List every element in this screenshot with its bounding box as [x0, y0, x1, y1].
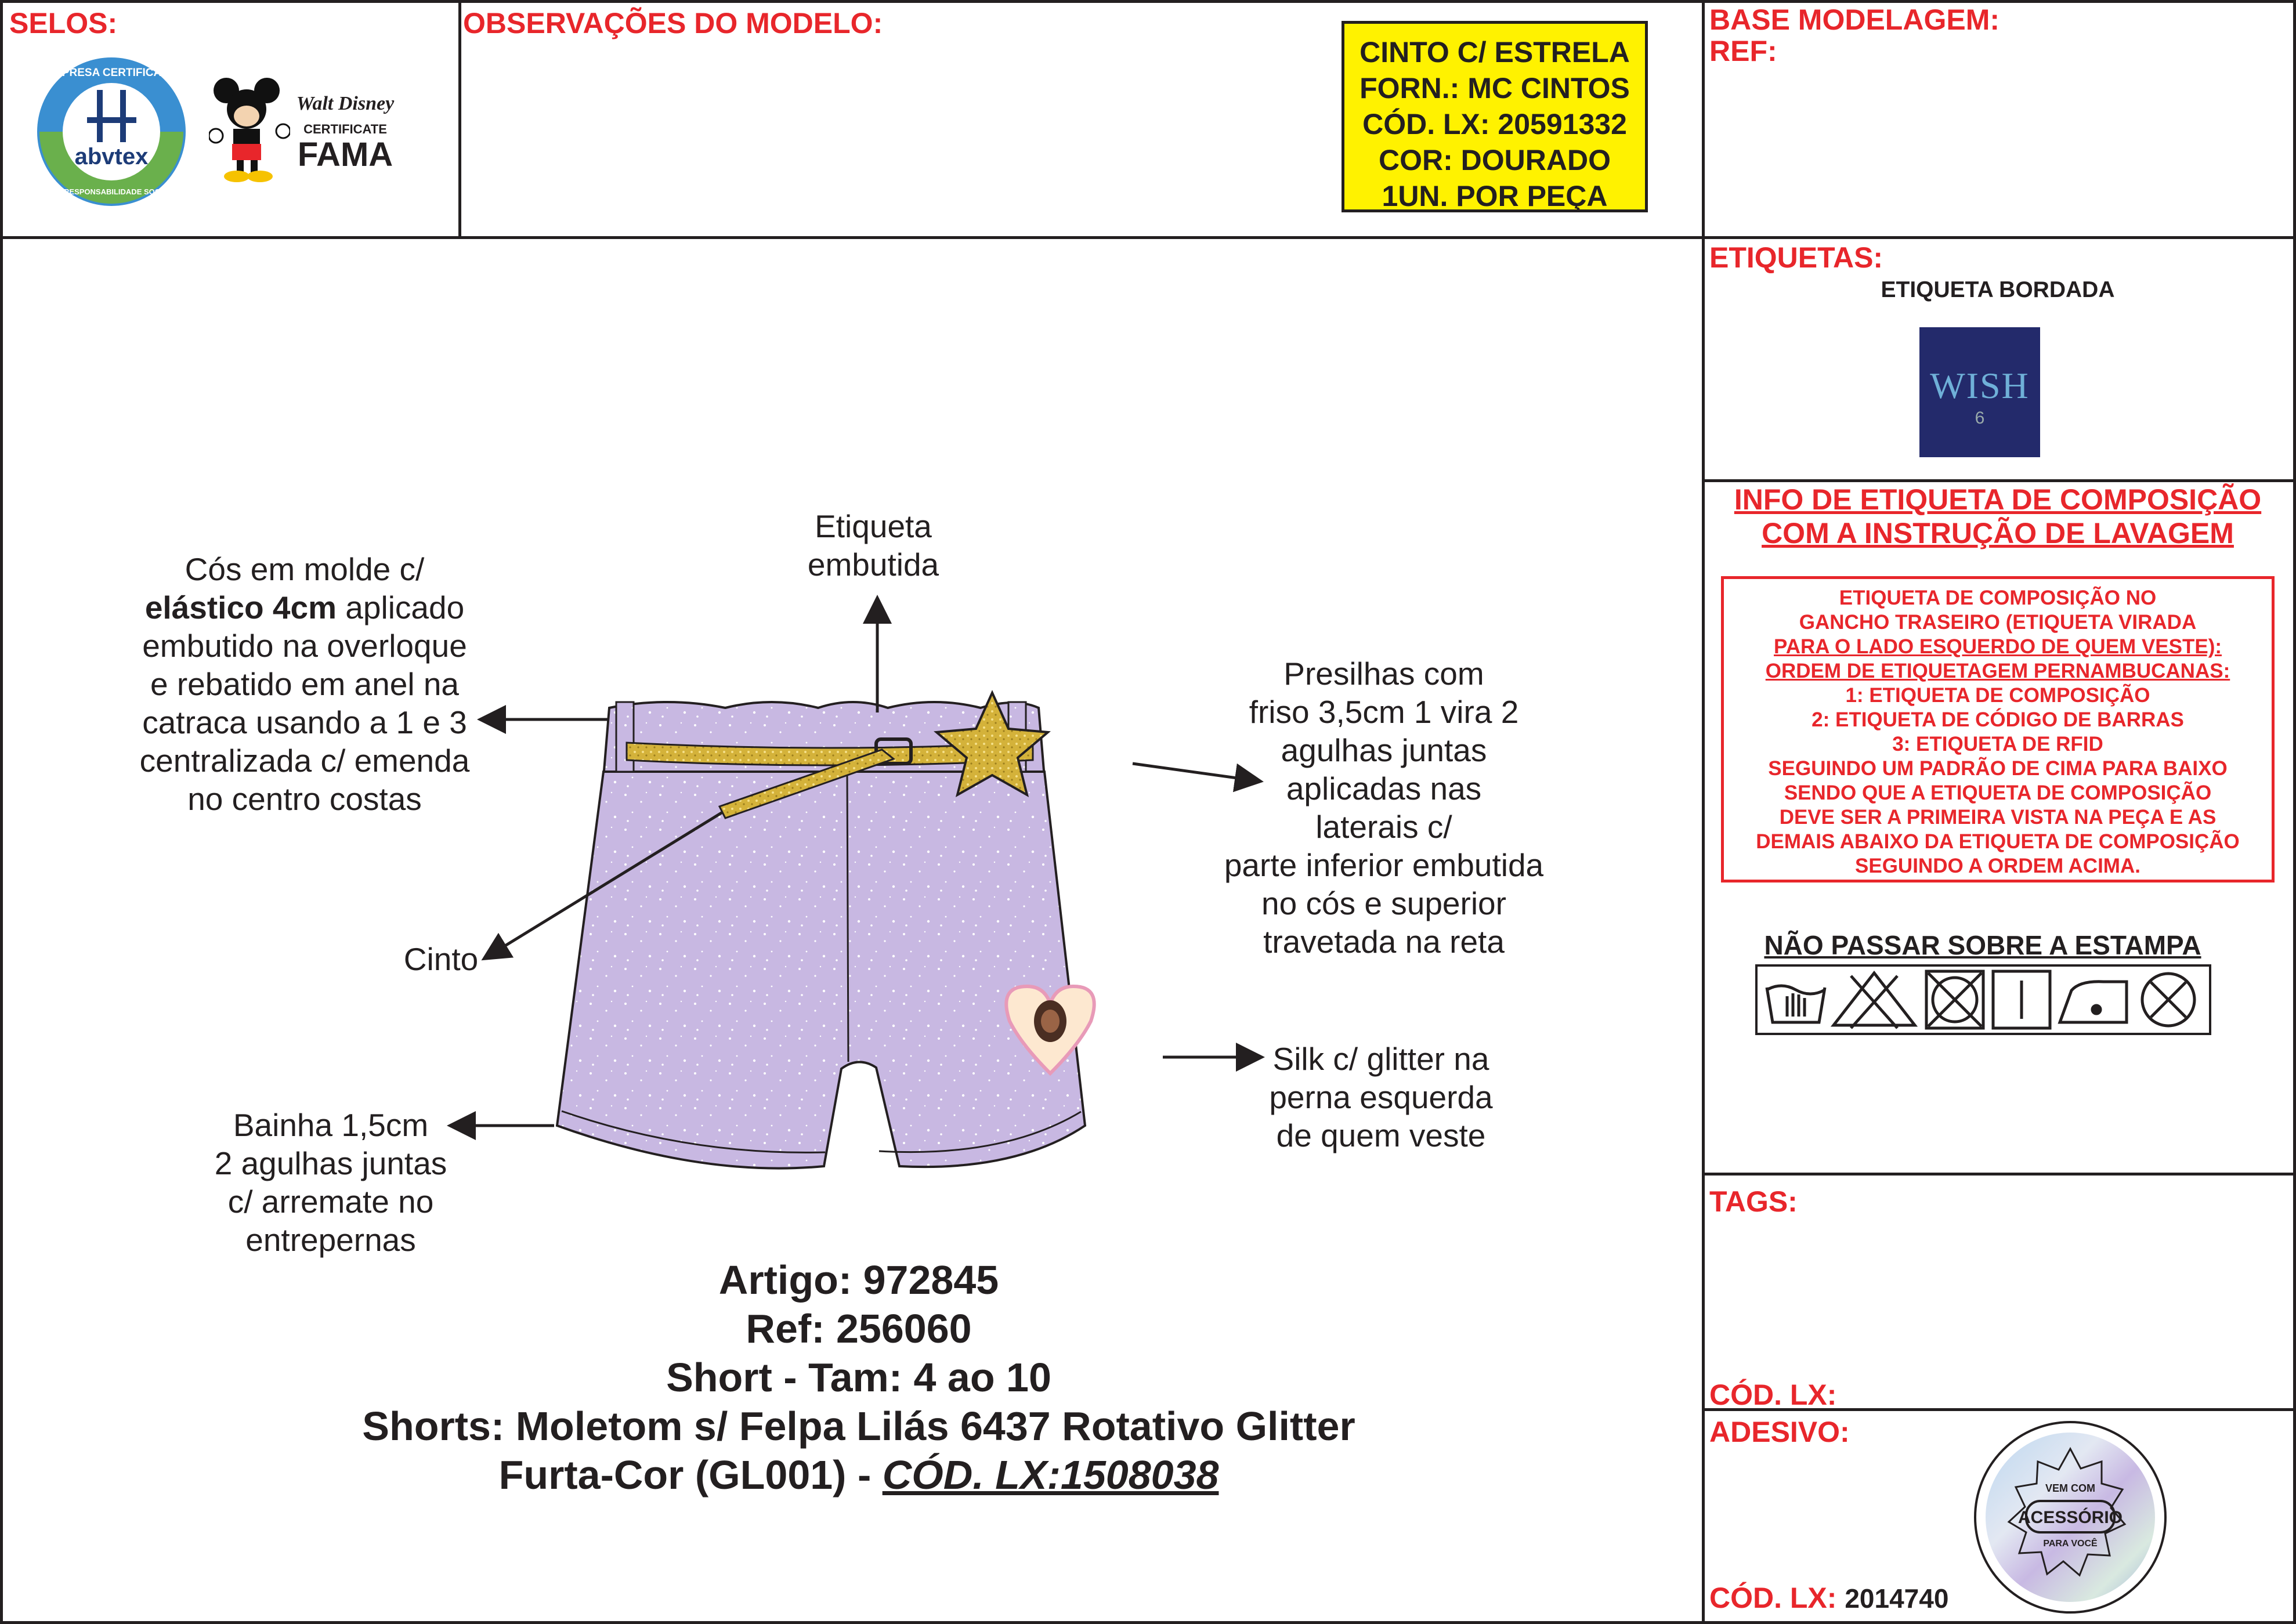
composition-box — [1721, 576, 2275, 882]
product-short: Short - Tam: 4 ao 10 — [666, 1355, 1051, 1400]
presilhas-line: aplicadas nas — [1286, 771, 1482, 806]
disney-brand: Walt Disney — [296, 93, 395, 114]
woven-label — [1919, 327, 2040, 457]
bainha-line: Bainha 1,5cm — [233, 1107, 429, 1143]
belt-line-5: 1UN. POR PEÇA — [1382, 180, 1608, 212]
comp-line: 2: ETIQUETA DE CÓDIGO DE BARRAS — [1812, 708, 2184, 731]
tags-header: TAGS: — [1709, 1185, 1798, 1218]
woven-label-size: 6 — [1975, 408, 1985, 428]
comp-line: 1: ETIQUETA DE COMPOSIÇÃO — [1845, 684, 2150, 707]
presilhas-line: friso 3,5cm 1 vira 2 — [1249, 694, 1519, 730]
product-fabric-2: Furta-Cor (GL001) - CÓD. LX:1508038 — [498, 1452, 1219, 1498]
disney-certificate: CERTIFICATE — [303, 122, 387, 136]
cos-line: e rebatido em anel na — [150, 666, 460, 702]
selos-header: SELOS: — [9, 7, 118, 39]
belt-line-2: FORN.: MC CINTOS — [1359, 72, 1630, 104]
annotation-bainha — [191, 1106, 470, 1259]
etiqueta-bordada-title: ETIQUETA BORDADA — [1881, 277, 2115, 302]
care-icons-strip — [1755, 964, 2211, 1035]
accessory-sticker — [1973, 1420, 2168, 1615]
silk-line: Silk c/ glitter na — [1272, 1041, 1489, 1077]
presilhas-line: parte inferior embutida — [1224, 847, 1544, 883]
cod-lx-adesivo: CÓD. LX: 2014740 — [1709, 1582, 1949, 1614]
sticker-bottom-text: PARA VOCÊ — [2043, 1539, 2098, 1549]
comp-line: PARA O LADO ESQUERDO DE QUEM VESTE): — [1774, 635, 2222, 658]
belt-line-3: CÓD. LX: 20591332 — [1362, 108, 1627, 140]
annotation-etiqueta — [754, 507, 992, 584]
presilhas-line: agulhas juntas — [1281, 732, 1487, 768]
composition-title — [1705, 483, 2291, 550]
comp-line: SEGUINDO UM PADRÃO DE CIMA PARA BAIXO — [1768, 757, 2228, 780]
annotation-cinto: Cinto — [403, 941, 479, 977]
cod-lx-tags: CÓD. LX: — [1709, 1379, 1837, 1411]
ref-header: REF: — [1709, 35, 1777, 67]
presilhas-line: laterais c/ — [1315, 809, 1452, 845]
observacoes-header: OBSERVAÇÕES DO MODELO: — [463, 7, 883, 39]
comp-line: SENDO QUE A ETIQUETA DE COMPOSIÇÃO — [1784, 782, 2212, 804]
sticker-top-text: VEM COM — [2045, 1482, 2096, 1494]
base-modelagem-header: BASE MODELAGEM: — [1709, 3, 1999, 36]
annotation-presilhas — [1195, 654, 1572, 961]
no-iron-on-print-warning: NÃO PASSAR SOBRE A ESTAMPA — [1764, 930, 2201, 960]
silk-line: perna esquerda — [1269, 1079, 1493, 1115]
comp-line: ETIQUETA DE COMPOSIÇÃO NO — [1839, 587, 2157, 609]
product-description — [290, 1256, 1427, 1499]
comp-line: SEGUINDO A ORDEM ACIMA. — [1855, 855, 2140, 877]
abvtex-name-text: abvtex — [74, 144, 149, 169]
comp-line: DEMAIS ABAIXO DA ETIQUETA DE COMPOSIÇÃO — [1756, 830, 2240, 853]
bainha-line: c/ arremate no — [227, 1184, 434, 1220]
etiqueta-line: Etiqueta — [815, 508, 932, 544]
cos-line: catraca usando a 1 e 3 — [142, 704, 467, 740]
belt-line-1: CINTO C/ ESTRELA — [1359, 36, 1630, 68]
presilhas-line: Presilhas com — [1283, 656, 1484, 692]
annotation-silk — [1242, 1040, 1520, 1155]
cos-line: Cós em molde c/ — [185, 551, 425, 587]
abvtex-bottom-text: EM RESPONSABILIDADE SOCIAL — [50, 187, 173, 196]
composition-title-line-1: INFO DE ETIQUETA DE COMPOSIÇÃO — [1734, 483, 2262, 516]
comp-line: DEVE SER A PRIMEIRA VISTA NA PEÇA E AS — [1779, 806, 2217, 829]
comp-line: GANCHO TRASEIRO (ETIQUETA VIRADA — [1799, 611, 2197, 634]
comp-line: 3: ETIQUETA DE RFID — [1892, 733, 2103, 755]
presilhas-line: no cós e superior — [1261, 885, 1506, 921]
cos-line: no centro costas — [187, 781, 422, 817]
disney-fama: FAMA — [297, 136, 393, 173]
annotation-cos — [116, 550, 493, 818]
adesivo-header: ADESIVO: — [1709, 1416, 1850, 1448]
abvtex-top-text: EMPRESA CERTIFICADA — [45, 67, 178, 79]
product-fabric: Shorts: Moletom s/ Felpa Lilás 6437 Rotativo Glitter — [362, 1404, 1355, 1449]
fabric-code: CÓD. LX:1508038 — [882, 1452, 1219, 1498]
sticker-main-text: ACESSÓRIO — [2017, 1508, 2123, 1527]
bainha-line: 2 agulhas juntas — [214, 1145, 447, 1181]
comp-line: ORDEM DE ETIQUETAGEM PERNAMBUCANAS: — [1765, 660, 2230, 682]
bainha-line: entrepernas — [245, 1222, 416, 1258]
product-artigo: Artigo: 972845 — [718, 1257, 999, 1303]
silk-line: de quem veste — [1276, 1117, 1486, 1153]
product-ref: Ref: 256060 — [746, 1306, 972, 1351]
presilhas-line: travetada na reta — [1263, 924, 1505, 960]
cos-line: embutido na overloque — [142, 628, 467, 664]
woven-label-brand: WISH — [1930, 365, 2030, 406]
cos-line: elástico 4cm aplicado — [144, 589, 465, 625]
cos-line: centralizada c/ emenda — [139, 743, 470, 779]
etiquetas-header: ETIQUETAS: — [1709, 241, 1883, 274]
belt-line-4: COR: DOURADO — [1379, 144, 1611, 176]
composition-title-line-2: COM A INSTRUÇÃO DE LAVAGEM — [1762, 517, 2234, 549]
etiqueta-line: embutida — [807, 547, 939, 583]
